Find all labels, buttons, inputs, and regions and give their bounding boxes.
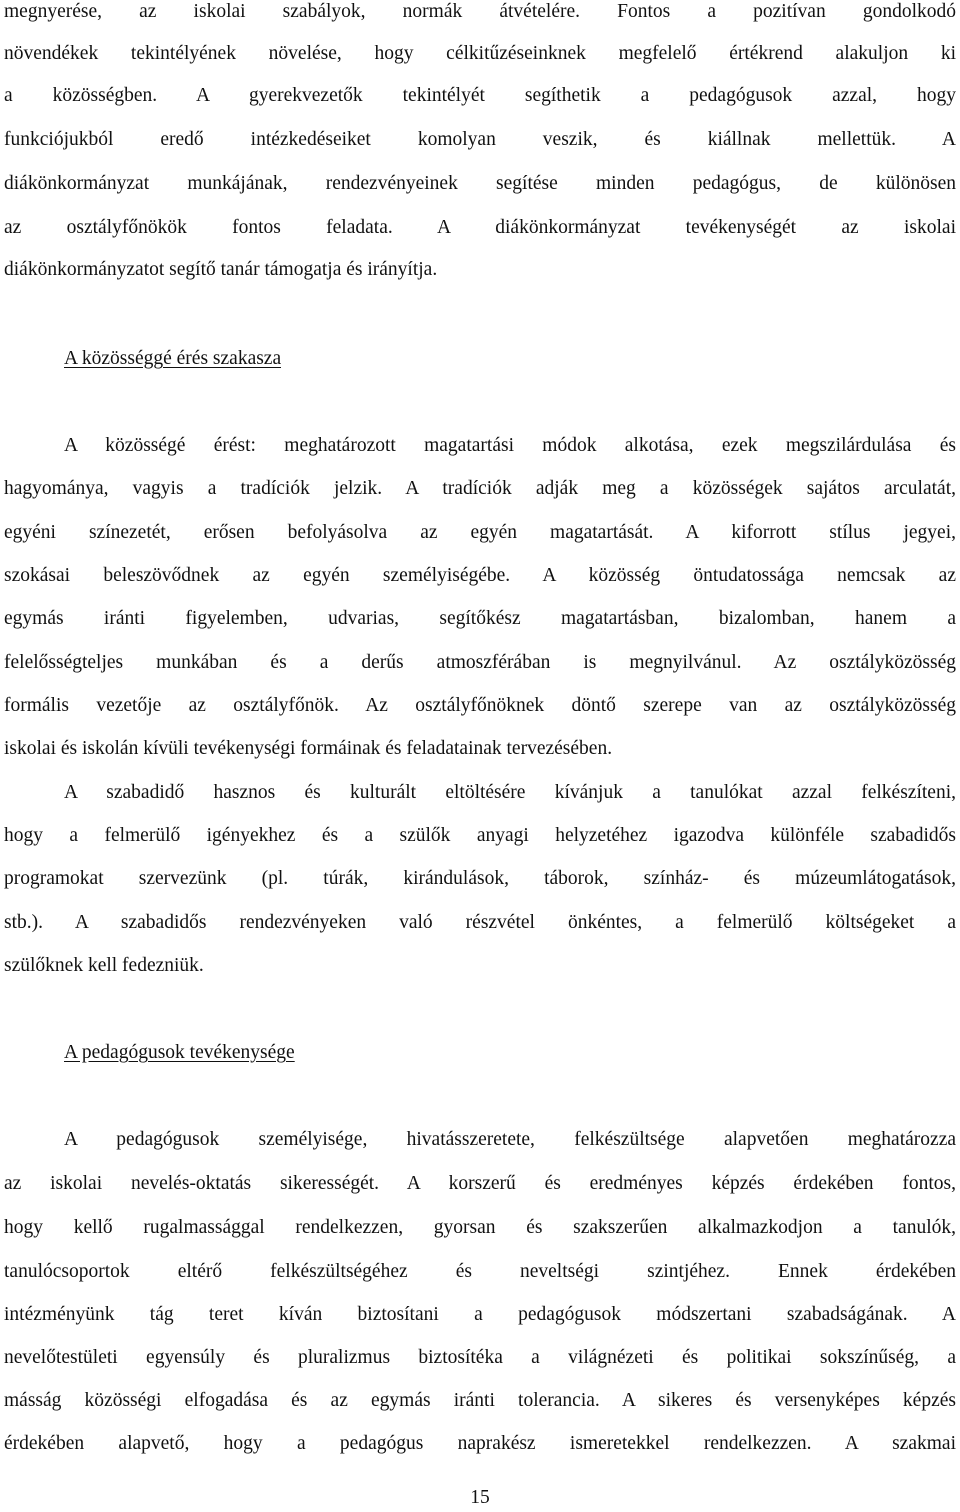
- text-line: hogy kellő rugalmassággal rendelkezzen, gyorsan és szakszerűen alkalmazkodjon a tanulók,: [4, 1217, 956, 1238]
- text-line: érdekében alapvető, hogy a pedagógus naprakész ismeretekkel rendelkezzen. A szakmai: [4, 1433, 956, 1454]
- text-line: A pedagógusok személyisége, hivatásszeretete, felkészültsége alapvetően meghatározza: [64, 1129, 956, 1150]
- section-heading-text: A közösséggé érés szakasza: [64, 348, 282, 369]
- text-line: A szabadidő hasznos és kulturált eltöltésére kívánjuk a tanulókat azzal felkészíteni,: [64, 782, 956, 803]
- text-line: formális vezetője az osztályfőnök. Az osztályfőnöknek döntő szerepe van az osztályközösség: [4, 695, 956, 716]
- text-line: stb.). A szabadidős rendezvényeken való részvétel önkéntes, a felmerülő költségeket a: [4, 912, 956, 933]
- text-line: diákönkormányzatot segítő tanár támogatja és irányítja.: [4, 259, 438, 280]
- text-line: felelősségteljes munkában és a derűs atmoszférában is megnyilvánul. Az osztályközösség: [4, 652, 956, 673]
- text-line: egyéni színezetét, erősen befolyásolva az egyén magatartását. A kiforrott stílus jegyei,: [4, 522, 956, 543]
- text-line: iskolai és iskolán kívüli tevékenységi formáinak és feladatainak tervezésében.: [4, 738, 613, 759]
- text-line: a közösségben. A gyerekvezetők tekintélyét segíthetik a pedagógusok azzal, hogy: [4, 85, 956, 106]
- section-heading: [64, 1038, 295, 1068]
- text-line: A közösségé érést: meghatározott magatartási módok alkotása, ezek megszilárdulása és: [64, 435, 956, 456]
- page-number: 15: [470, 1487, 490, 1508]
- text-line: funkciójukból eredő intézkedéseiket komolyan veszik, és kiállnak mellettük. A: [4, 129, 956, 150]
- text-line: hagyománya, vagyis a tradíciók jelzik. A tradíciók adják meg a közösségek sajátos arculatát,: [4, 478, 956, 499]
- text-line: intézményünk tág teret kíván biztosítani a pedagógusok módszertani szabadságának. A: [4, 1304, 956, 1325]
- text-line: programokat szervezünk (pl. túrák, kirándulások, táborok, színház- és múzeumlátogatások,: [4, 868, 956, 889]
- section-heading: [64, 344, 281, 374]
- text-line: növendékek tekintélyének növelése, hogy célkitűzéseinknek megfelelő értékrend alakuljon ki: [4, 43, 956, 64]
- section-heading-text: A pedagógusok tevékenysége: [64, 1042, 295, 1063]
- text-line: diákönkormányzat munkájának, rendezvényeinek segítése minden pedagógus, de különösen: [4, 173, 956, 194]
- text-line: egymás iránti figyelemben, udvarias, segítőkész magatartásban, bizalomban, hanem a: [4, 608, 956, 629]
- text-line: tanulócsoportok eltérő felkészültségéhez és neveltségi szintjéhez. Ennek érdekében: [4, 1261, 956, 1282]
- text-line: nevelőtestületi egyensúly és pluralizmus biztosítéka a világnézeti és politikai sokszínűség, a: [4, 1347, 956, 1368]
- text-line: szülőknek kell fedezniük.: [4, 955, 204, 976]
- text-line: megnyerése, az iskolai szabályok, normák átvételére. Fontos a pozitívan gondolkodó: [4, 1, 956, 22]
- text-line: hogy a felmerülő igényekhez és a szülők anyagi helyzetéhez igazodva különféle szabadidős: [4, 825, 956, 846]
- text-line: az iskolai nevelés-oktatás sikerességét. A korszerű és eredményes képzés érdekében fontos,: [4, 1173, 956, 1194]
- text-line: szokásai beleszövődnek az egyén személyiségébe. A közösség öntudatossága nemcsak az: [4, 565, 956, 586]
- text-line: az osztályfőnökök fontos feladata. A diákönkormányzat tevékenységét az iskolai: [4, 217, 956, 238]
- text-line: másság közösségi elfogadása és az egymás iránti tolerancia. A sikeres és versenyképes képzés: [4, 1390, 956, 1411]
